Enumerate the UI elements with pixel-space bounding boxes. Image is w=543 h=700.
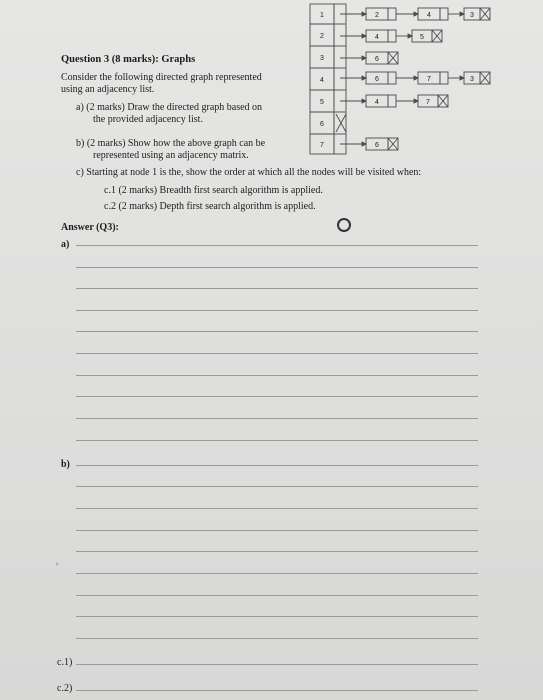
part-a-text-cont: the provided adjacency list. bbox=[93, 114, 203, 125]
part-c-text: c) Starting at node 1 is the, show the order at which all the nodes will be visited when: bbox=[76, 167, 422, 178]
neighbor-label: 4 bbox=[375, 34, 379, 41]
neighbor-label: 6 bbox=[375, 56, 379, 63]
answer-line[interactable] bbox=[76, 638, 478, 639]
answer-c2-label: c.2) bbox=[57, 683, 73, 694]
answer-line[interactable] bbox=[76, 418, 478, 419]
answer-line[interactable] bbox=[76, 551, 478, 552]
answer-line[interactable] bbox=[76, 616, 478, 617]
question-intro-cont: using an adjacency list. bbox=[61, 84, 155, 95]
answer-line[interactable] bbox=[76, 440, 478, 441]
answer-line[interactable] bbox=[76, 288, 478, 289]
answer-heading: Answer (Q3): bbox=[61, 222, 119, 233]
answer-line[interactable] bbox=[76, 573, 478, 574]
answer-line[interactable] bbox=[76, 331, 478, 332]
answer-line[interactable] bbox=[76, 486, 478, 487]
neighbor-label: 5 bbox=[420, 34, 424, 41]
part-c2-text: c.2 (2 marks) Depth first search algorithm is applied. bbox=[104, 201, 316, 212]
part-b-text: b) (2 marks) Show how the above graph can be bbox=[76, 138, 266, 149]
node-label: 1 bbox=[320, 12, 324, 19]
answer-line[interactable] bbox=[76, 245, 478, 246]
answer-line[interactable] bbox=[76, 508, 478, 509]
answer-line[interactable] bbox=[76, 530, 478, 531]
node-label: 5 bbox=[320, 99, 324, 106]
question-intro: Consider the following directed graph represented bbox=[61, 72, 262, 83]
neighbor-label: 4 bbox=[427, 12, 431, 19]
neighbor-label: 6 bbox=[375, 142, 379, 149]
question-title: Question 3 (8 marks): Graphs bbox=[61, 54, 196, 65]
answer-line[interactable] bbox=[76, 465, 478, 466]
answer-line[interactable] bbox=[76, 664, 478, 665]
neighbor-label: 7 bbox=[426, 99, 430, 106]
neighbor-label: 7 bbox=[427, 76, 431, 83]
part-b-text-cont: represented using an adjacency matrix. bbox=[93, 150, 249, 161]
neighbor-label: 3 bbox=[470, 12, 474, 19]
neighbor-label: 2 bbox=[375, 12, 379, 19]
answer-line[interactable] bbox=[76, 396, 478, 397]
answer-line[interactable] bbox=[76, 375, 478, 376]
part-c1-text: c.1 (2 marks) Breadth first search algorithm is applied. bbox=[104, 185, 323, 196]
answer-line[interactable] bbox=[76, 595, 478, 596]
answer-line[interactable] bbox=[76, 353, 478, 354]
node-label: 7 bbox=[320, 142, 324, 149]
answer-c1-label: c.1) bbox=[57, 657, 73, 668]
answer-line[interactable] bbox=[76, 690, 478, 691]
adjacency-list-figure bbox=[300, 0, 500, 160]
circle-mark bbox=[337, 218, 351, 232]
node-label: 6 bbox=[320, 121, 324, 128]
neighbor-label: 6 bbox=[375, 76, 379, 83]
neighbor-label: 3 bbox=[470, 76, 474, 83]
answer-line[interactable] bbox=[76, 267, 478, 268]
stray-mark: , bbox=[56, 556, 59, 566]
node-label: 2 bbox=[320, 33, 324, 40]
node-label: 3 bbox=[320, 55, 324, 62]
neighbor-label: 4 bbox=[375, 99, 379, 106]
answer-line[interactable] bbox=[76, 310, 478, 311]
answer-b-label: b) bbox=[61, 459, 70, 470]
node-label: 4 bbox=[320, 77, 324, 84]
part-a-text: a) (2 marks) Draw the directed graph based on bbox=[76, 102, 263, 113]
answer-a-label: a) bbox=[61, 239, 70, 250]
